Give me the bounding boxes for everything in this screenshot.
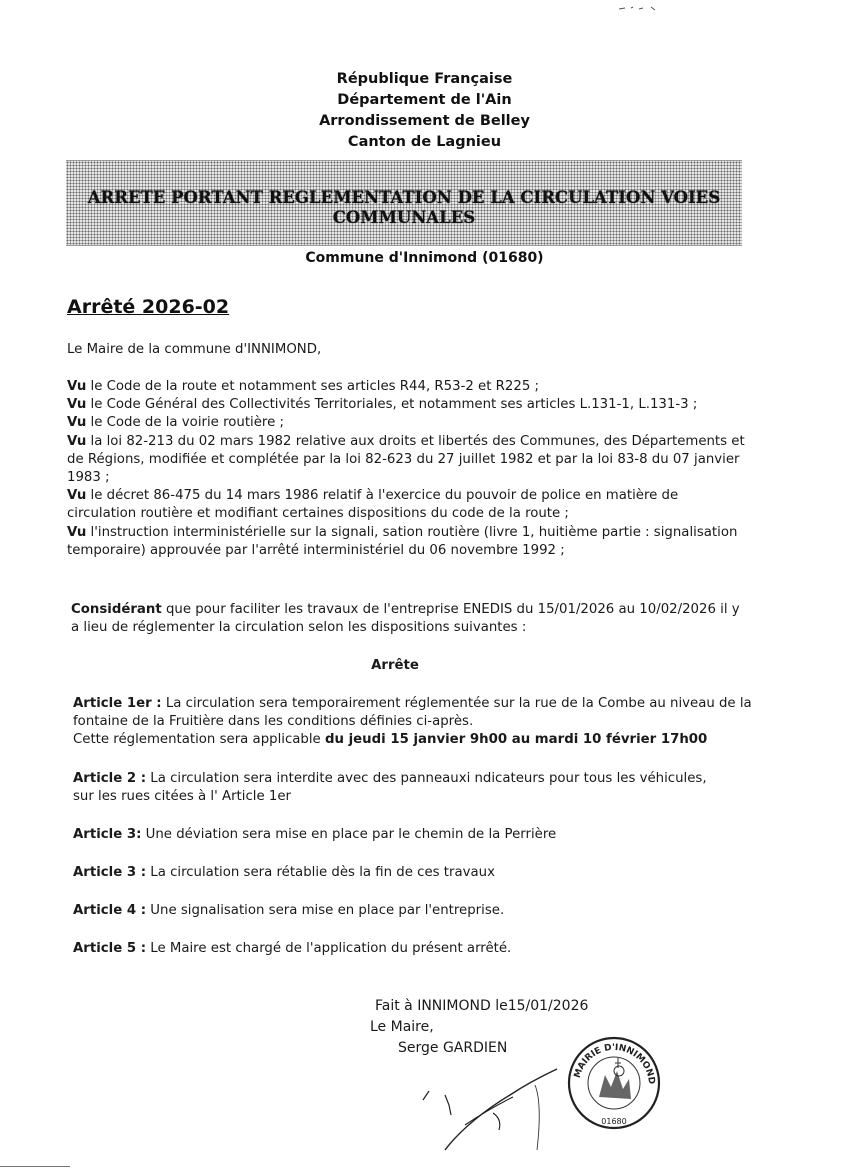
stamp-text: MAIRIE D'INNIMOND <box>572 1042 657 1085</box>
scan-edge-line <box>0 1166 70 1167</box>
article-text: La circulation sera interdite avec des panneauxi ndicateurs pour tous les véhicules, sur les rues citées à l' Article 1er <box>73 771 707 805</box>
signature-place-date: Fait à INNIMOND le15/01/2026 <box>375 998 589 1014</box>
vu-text: la loi 82-213 du 02 mars 1982 relative aux droits et libertés des Communes, des Départements et de Régions, modifiée et complétée par la loi 82-623 du 27 juillet 1982 et par la loi 83-8 du 07 janvier 1983 ; <box>67 433 745 486</box>
vu-label: Vu <box>67 524 87 540</box>
vu-label: Vu <box>67 433 87 449</box>
commune-line: Commune d'Innimond (01680) <box>305 250 544 266</box>
article-label: Article 4 : <box>73 903 147 918</box>
document-title-line2: COMMUNALES <box>332 208 476 227</box>
vu-item <box>67 524 747 560</box>
handwritten-signature <box>415 1055 565 1155</box>
article-text: Le Maire est chargé de l'application du présent arrêté. <box>146 941 512 956</box>
article-1-applicability: Cette réglementation sera applicable <box>73 732 325 748</box>
vu-text: le Code de la voirie routière ; <box>86 415 284 431</box>
article-3-retablie <box>73 864 753 882</box>
article-text: Une déviation sera mise en place par le chemin de la Perrière <box>141 827 557 842</box>
vu-label: Vu <box>67 415 87 431</box>
article-4 <box>73 902 753 920</box>
stamp-postal-code: 01680 <box>601 1117 627 1126</box>
header-departement: Département de l'Ain <box>337 92 512 108</box>
mairie-stamp <box>563 1033 665 1131</box>
document-title <box>66 188 742 228</box>
article-text: La circulation sera temporairement réglementée sur la rue de la Combe au niveau de la fontaine de la Fruitière dans les conditions définies ci-après. <box>73 696 752 730</box>
document-title-line1: ARRETE PORTANT REGLEMENTATION DE LA CIRCULATION VOIES <box>87 188 721 207</box>
scan-mark <box>617 3 661 13</box>
article-label: Article 2 : <box>73 771 147 786</box>
considerant-block <box>71 601 747 637</box>
article-text: La circulation sera rétablie dès la fin de ces travaux <box>146 865 495 880</box>
vu-item <box>67 487 747 523</box>
article-2 <box>73 770 713 806</box>
signature-role: Le Maire, <box>370 1019 434 1035</box>
article-text: Une signalisation sera mise en place par l'entreprise. <box>146 903 505 918</box>
article-1 <box>73 695 753 750</box>
article-label: Article 1er : <box>73 696 162 711</box>
vu-text: l'instruction interministérielle sur la signali, sation routière (livre 1, huitième partie : signalisation temporaire) approuvée par l'arrêté interministériel du 06 novembre 1992 ; <box>67 524 738 558</box>
header-republique: République Française <box>336 71 513 87</box>
article-label: Article 3 : <box>73 865 147 880</box>
vu-item <box>67 414 747 432</box>
vu-item <box>67 378 747 396</box>
header-canton: Canton de Lagnieu <box>347 134 502 150</box>
header-arrondissement: Arrondissement de Belley <box>319 113 530 129</box>
vu-text: le Code de la route et notamment ses articles R44, R53-2 et R225 ; <box>86 379 539 394</box>
article-label: Article 3: <box>73 827 142 842</box>
considerant-label: Considérant <box>71 602 162 617</box>
intro-line: Le Maire de la commune d'INNIMOND, <box>67 342 322 357</box>
vu-item <box>67 396 747 414</box>
vu-text: le décret 86-475 du 14 mars 1986 relatif à l'exercice du pouvoir de police en matière de circulation routière et modifiant certaines dispositions du code de la route ; <box>67 488 679 522</box>
article-1-dates: du jeudi 15 janvier 9h00 au mardi 10 février 17h00 <box>324 732 708 748</box>
signature-name: Serge GARDIEN <box>398 1040 508 1056</box>
vu-label: Vu <box>67 397 87 413</box>
vu-label: Vu <box>67 488 87 504</box>
article-3-deviation <box>73 826 753 844</box>
article-5 <box>73 940 753 958</box>
vu-item <box>67 433 747 488</box>
considerant-text: que pour faciliter les travaux de l'entreprise ENEDIS du 15/01/2026 au 10/02/2026 il y a lieu de réglementer la circulation selon les dispositions suivantes : <box>71 602 740 636</box>
vu-text: le Code Général des Collectivités Territoriales, et notamment ses articles L.131-1, L.131-3 ; <box>86 397 698 413</box>
vu-label: Vu <box>67 379 87 394</box>
article-label: Article 5 : <box>73 941 147 956</box>
arrete-number: Arrêté 2026-02 <box>67 296 230 318</box>
arrete-heading: Arrête <box>371 658 419 673</box>
vus-block <box>67 378 747 560</box>
